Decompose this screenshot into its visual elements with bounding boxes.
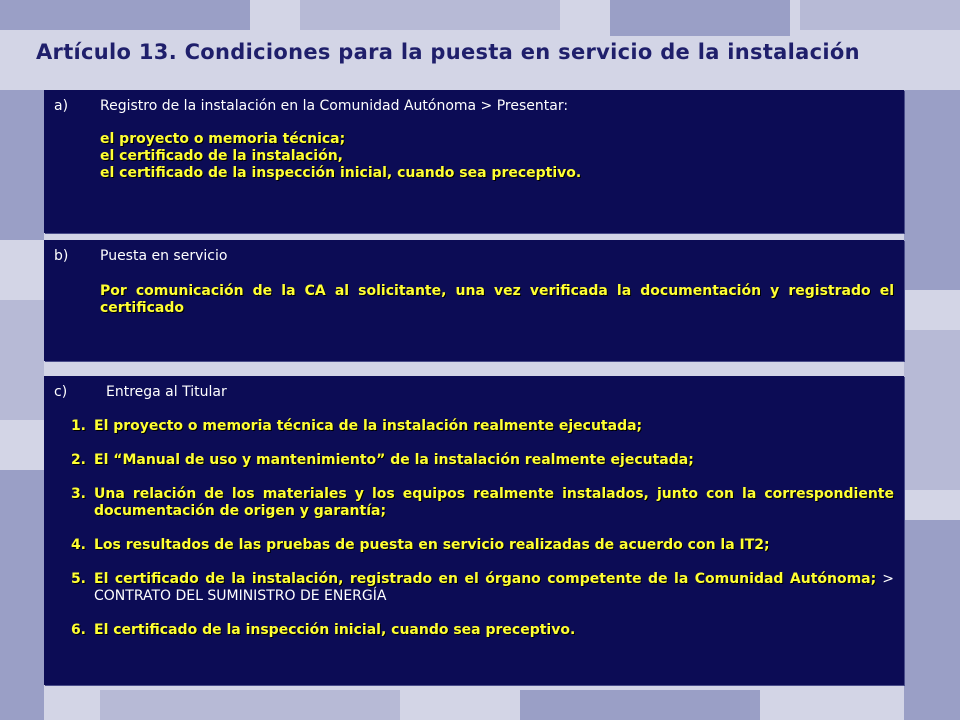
section-a-heading [54,98,894,115]
list-item [54,486,894,520]
section-a-line: el certificado de la instalación, [100,148,343,164]
list-item-main-text: El certificado de la instalación, registrado en el órgano competente de la Comunidad Autónoma; [94,571,877,587]
list-item-number: 2. [70,452,86,468]
section-b-heading-text: Puesta en servicio [100,248,228,264]
section-a-panel [44,90,904,233]
list-item-text: El proyecto o memoria técnica de la instalación realmente ejecutada; [94,418,643,434]
list-item-text: El “Manual de uso y mantenimiento” de la instalación realmente ejecutada; [94,452,694,468]
list-item-number: 4. [70,537,86,553]
list-item [54,537,894,554]
list-item [54,452,894,469]
section-c-heading-text: Entrega al Titular [106,384,227,400]
section-c-label: c) [54,384,68,400]
section-b-heading [54,248,894,265]
section-b-label: b) [54,248,69,264]
section-b-text: Por comunicación de la CA al solicitante, una vez verificada la documentación y registrado el certificado [100,283,894,316]
section-c-panel [44,376,904,685]
list-item-number: 5. [70,571,86,587]
list-item-number: 3. [70,486,86,502]
list-item [54,418,894,435]
list-item-text: Una relación de los materiales y los equipos realmente instalados, junto con la correspondiente documentación de origen y garantía; [94,486,894,519]
list-item [54,622,894,639]
section-a-list [100,131,894,182]
section-a-label: a) [54,98,69,114]
section-a-line: el proyecto o memoria técnica; [100,131,346,147]
list-item [54,571,894,605]
section-a-heading-text: Registro de la instalación en la Comunidad Autónoma > Presentar: [100,98,569,114]
contract-note: > CONTRATO DEL SUMINISTRO DE ENERGÍA [94,571,894,604]
list-item-number: 1. [70,418,86,434]
list-item-text: Los resultados de las pruebas de puesta en servicio realizadas de acuerdo con la IT2; [94,537,770,553]
section-b-panel [44,240,904,361]
list-item-number: 6. [70,622,86,638]
list-item-text [94,571,894,605]
section-a-line: el certificado de la inspección inicial, cuando sea preceptivo. [100,165,582,181]
list-item-text: El certificado de la inspección inicial, cuando sea preceptivo. [94,622,576,638]
page-title: Artículo 13. Condiciones para la puesta en servicio de la instalación [36,40,860,64]
section-c-list [54,418,894,639]
section-c-heading [54,384,894,401]
